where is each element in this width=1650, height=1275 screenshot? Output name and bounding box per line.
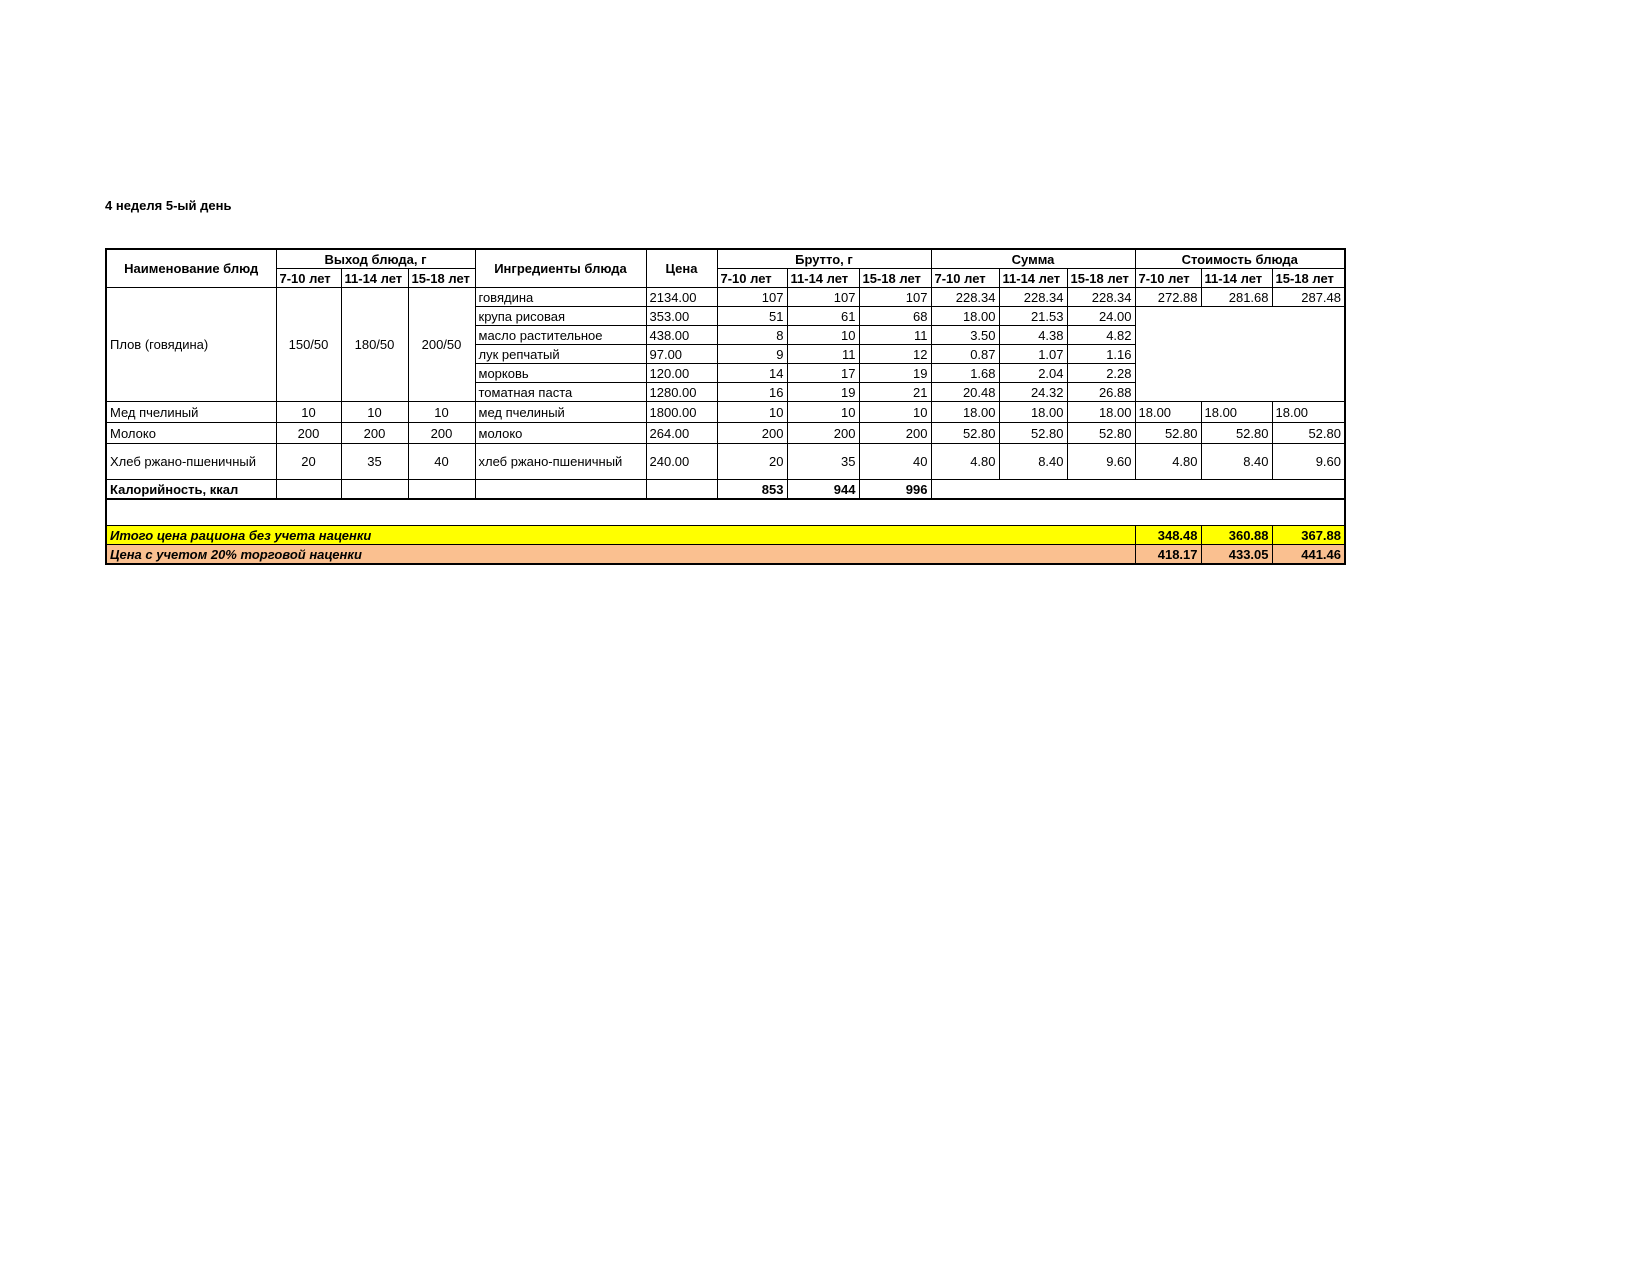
gross-value: 107 — [787, 288, 859, 307]
cost-value: 52.80 — [1272, 423, 1345, 444]
sum-value: 3.50 — [931, 326, 999, 345]
gross-value: 51 — [717, 307, 787, 326]
gross-value: 200 — [859, 423, 931, 444]
sum-value: 228.34 — [999, 288, 1067, 307]
ingredient-name: морковь — [475, 364, 646, 383]
cost-value: 52.80 — [1201, 423, 1272, 444]
cost-empty-block — [1135, 307, 1345, 402]
menu-table — [105, 248, 1346, 565]
gross-value: 8 — [717, 326, 787, 345]
header-gross-age-1: 7-10 лет — [717, 269, 787, 288]
ingredient-name: масло растительное — [475, 326, 646, 345]
row-honey — [106, 402, 1345, 423]
header-row-ages — [106, 269, 1345, 288]
gross-value: 35 — [787, 444, 859, 480]
sum-value: 18.00 — [999, 402, 1067, 423]
header-gross-group: Брутто, г — [717, 249, 931, 269]
sum-value: 18.00 — [931, 307, 999, 326]
gross-value: 107 — [859, 288, 931, 307]
empty-cell — [475, 480, 646, 500]
gross-value: 40 — [859, 444, 931, 480]
sum-value: 1.16 — [1067, 345, 1135, 364]
price-value: 97.00 — [646, 345, 717, 364]
gross-value: 11 — [787, 345, 859, 364]
sum-value: 1.68 — [931, 364, 999, 383]
header-ingredients: Ингредиенты блюда — [475, 249, 646, 288]
total-value: 360.88 — [1201, 526, 1272, 545]
output-value: 10 — [341, 402, 408, 423]
output-value: 10 — [408, 402, 475, 423]
markup-value: 441.46 — [1272, 545, 1345, 565]
output-value: 200 — [341, 423, 408, 444]
cost-value: 287.48 — [1272, 288, 1345, 307]
sum-value: 4.38 — [999, 326, 1067, 345]
ingredient-name: лук репчатый — [475, 345, 646, 364]
header-dish-name: Наименование блюд — [106, 249, 276, 288]
cost-value: 8.40 — [1201, 444, 1272, 480]
cost-value: 52.80 — [1135, 423, 1201, 444]
dish-name-milk: Молоко — [106, 423, 276, 444]
cost-value: 18.00 — [1201, 402, 1272, 423]
empty-cell — [276, 480, 341, 500]
sum-value: 2.04 — [999, 364, 1067, 383]
header-cost-age-2: 11-14 лет — [1201, 269, 1272, 288]
output-value: 10 — [276, 402, 341, 423]
price-value: 353.00 — [646, 307, 717, 326]
page-title: 4 неделя 5-ый день — [105, 198, 232, 213]
empty-cell — [646, 480, 717, 500]
header-sum-age-2: 11-14 лет — [999, 269, 1067, 288]
sum-value: 18.00 — [931, 402, 999, 423]
row-markup — [106, 545, 1345, 565]
gross-value: 200 — [717, 423, 787, 444]
ingredient-name: хлеб ржано-пшеничный — [475, 444, 646, 480]
cost-value: 9.60 — [1272, 444, 1345, 480]
header-output-group: Выход блюда, г — [276, 249, 475, 269]
header-output-age-2: 11-14 лет — [341, 269, 408, 288]
price-value: 1280.00 — [646, 383, 717, 402]
header-gross-age-3: 15-18 лет — [859, 269, 931, 288]
row-total — [106, 526, 1345, 545]
row-calories — [106, 480, 1345, 500]
output-value: 20 — [276, 444, 341, 480]
sum-value: 0.87 — [931, 345, 999, 364]
row-bread — [106, 444, 1345, 480]
total-value: 367.88 — [1272, 526, 1345, 545]
header-row-groups — [106, 249, 1345, 269]
calories-label: Калорийность, ккал — [106, 480, 276, 500]
sum-value: 52.80 — [1067, 423, 1135, 444]
cost-value: 272.88 — [1135, 288, 1201, 307]
sum-value: 9.60 — [1067, 444, 1135, 480]
gross-value: 10 — [787, 326, 859, 345]
sum-value: 2.28 — [1067, 364, 1135, 383]
dish-name-pilaf: Плов (говядина) — [106, 288, 276, 402]
markup-value: 418.17 — [1135, 545, 1201, 565]
sum-value: 24.00 — [1067, 307, 1135, 326]
empty-cell — [931, 480, 1345, 500]
dish-name-bread: Хлеб ржано-пшеничный — [106, 444, 276, 480]
gross-value: 19 — [859, 364, 931, 383]
output-value: 200/50 — [408, 288, 475, 402]
calories-value: 996 — [859, 480, 931, 500]
output-value: 150/50 — [276, 288, 341, 402]
ingredient-name: томатная паста — [475, 383, 646, 402]
spacer-cell — [106, 499, 1345, 526]
sum-value: 228.34 — [1067, 288, 1135, 307]
gross-value: 61 — [787, 307, 859, 326]
sum-value: 4.80 — [931, 444, 999, 480]
price-value: 1800.00 — [646, 402, 717, 423]
sum-value: 228.34 — [931, 288, 999, 307]
price-value: 2134.00 — [646, 288, 717, 307]
header-gross-age-2: 11-14 лет — [787, 269, 859, 288]
gross-value: 9 — [717, 345, 787, 364]
row-pilaf-beef — [106, 288, 1345, 307]
gross-value: 10 — [787, 402, 859, 423]
sum-value: 52.80 — [931, 423, 999, 444]
sum-value: 21.53 — [999, 307, 1067, 326]
total-label: Итого цена рациона без учета наценки — [106, 526, 1135, 545]
output-value: 200 — [276, 423, 341, 444]
dish-name-honey: Мед пчелиный — [106, 402, 276, 423]
gross-value: 10 — [717, 402, 787, 423]
sum-value: 20.48 — [931, 383, 999, 402]
header-cost-age-1: 7-10 лет — [1135, 269, 1201, 288]
sum-value: 4.82 — [1067, 326, 1135, 345]
gross-value: 14 — [717, 364, 787, 383]
gross-value: 19 — [787, 383, 859, 402]
cost-value: 18.00 — [1272, 402, 1345, 423]
empty-cell — [341, 480, 408, 500]
markup-label: Цена с учетом 20% торговой наценки — [106, 545, 1135, 565]
header-sum-age-3: 15-18 лет — [1067, 269, 1135, 288]
ingredient-name: говядина — [475, 288, 646, 307]
sum-value: 1.07 — [999, 345, 1067, 364]
gross-value: 10 — [859, 402, 931, 423]
price-value: 240.00 — [646, 444, 717, 480]
calories-value: 944 — [787, 480, 859, 500]
sum-value: 26.88 — [1067, 383, 1135, 402]
header-output-age-1: 7-10 лет — [276, 269, 341, 288]
markup-value: 433.05 — [1201, 545, 1272, 565]
price-value: 264.00 — [646, 423, 717, 444]
row-milk — [106, 423, 1345, 444]
gross-value: 21 — [859, 383, 931, 402]
header-price: Цена — [646, 249, 717, 288]
ingredient-name: мед пчелиный — [475, 402, 646, 423]
sum-value: 52.80 — [999, 423, 1067, 444]
header-output-age-3: 15-18 лет — [408, 269, 475, 288]
gross-value: 12 — [859, 345, 931, 364]
gross-value: 11 — [859, 326, 931, 345]
header-cost-age-3: 15-18 лет — [1272, 269, 1345, 288]
gross-value: 20 — [717, 444, 787, 480]
gross-value: 200 — [787, 423, 859, 444]
empty-cell — [408, 480, 475, 500]
price-value: 438.00 — [646, 326, 717, 345]
gross-value: 17 — [787, 364, 859, 383]
gross-value: 68 — [859, 307, 931, 326]
cost-value: 4.80 — [1135, 444, 1201, 480]
output-value: 35 — [341, 444, 408, 480]
calories-value: 853 — [717, 480, 787, 500]
output-value: 180/50 — [341, 288, 408, 402]
sum-value: 24.32 — [999, 383, 1067, 402]
header-cost-group: Стоимость блюда — [1135, 249, 1345, 269]
total-value: 348.48 — [1135, 526, 1201, 545]
output-value: 40 — [408, 444, 475, 480]
sum-value: 8.40 — [999, 444, 1067, 480]
row-spacer — [106, 499, 1345, 526]
header-sum-age-1: 7-10 лет — [931, 269, 999, 288]
cost-value: 18.00 — [1135, 402, 1201, 423]
header-sum-group: Сумма — [931, 249, 1135, 269]
gross-value: 107 — [717, 288, 787, 307]
price-value: 120.00 — [646, 364, 717, 383]
output-value: 200 — [408, 423, 475, 444]
gross-value: 16 — [717, 383, 787, 402]
ingredient-name: крупа рисовая — [475, 307, 646, 326]
cost-value: 281.68 — [1201, 288, 1272, 307]
sum-value: 18.00 — [1067, 402, 1135, 423]
ingredient-name: молоко — [475, 423, 646, 444]
